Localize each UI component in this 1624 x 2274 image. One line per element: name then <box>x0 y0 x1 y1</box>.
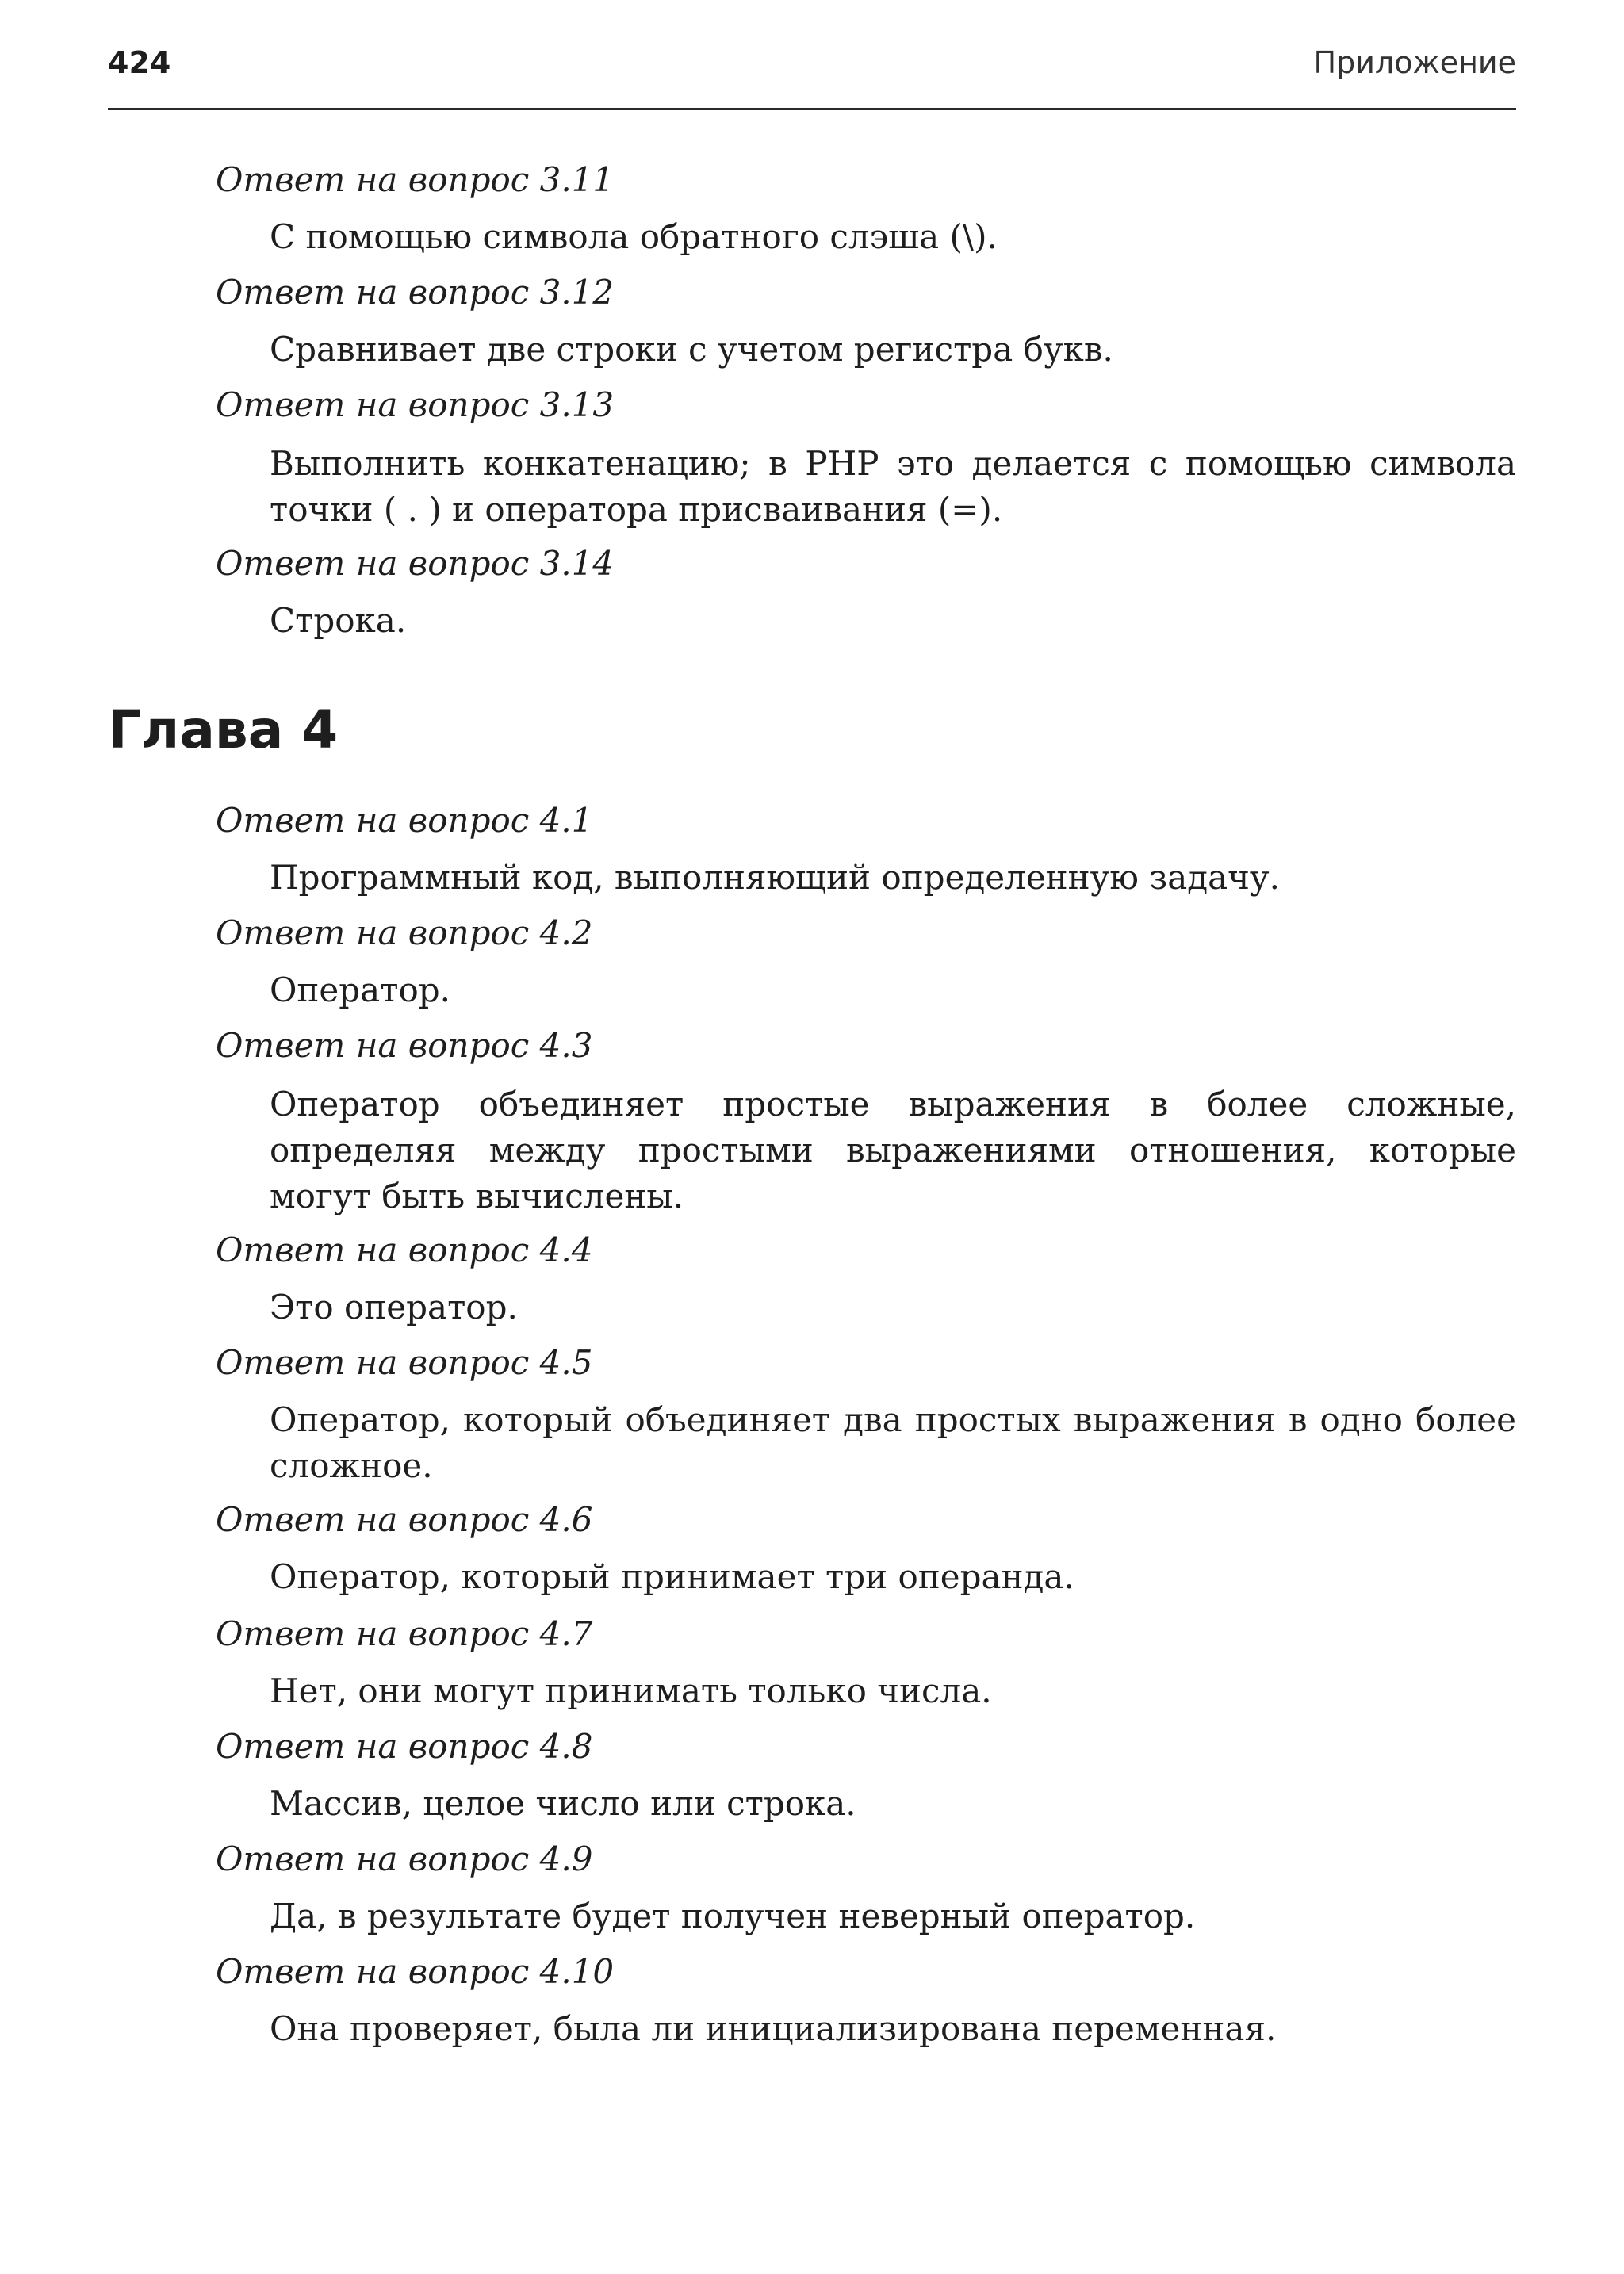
answer-text: Строка. <box>270 601 407 640</box>
answer-text: Программный код, выполняющий определенную задачу. <box>270 858 1280 897</box>
question-label: Ответ на вопрос 4.7 <box>216 1614 593 1653</box>
answer-text: Оператор объединяет простые выражения в более сложные, определяя между простыми выражениями отношения, которые могут быть вычислены. <box>270 1085 1516 1215</box>
question-label: Ответ на вопрос 4.9 <box>216 1839 593 1878</box>
answer-text: Да, в результате будет получен неверный оператор. <box>270 1897 1196 1935</box>
question-label: Ответ на вопрос 4.6 <box>216 1500 593 1539</box>
question-label: Ответ на вопрос 3.14 <box>216 544 615 583</box>
answer-text: С помощью символа обратного слэша (\). <box>270 217 998 256</box>
question-label: Ответ на вопрос 4.3 <box>216 1026 593 1065</box>
chapter-title: Глава 4 <box>108 699 339 760</box>
answer-text: Нет, они могут принимать только числа. <box>270 1671 992 1710</box>
answer-text: Это оператор. <box>270 1288 518 1326</box>
question-label: Ответ на вопрос 3.13 <box>216 385 615 424</box>
question-label: Ответ на вопрос 4.4 <box>216 1231 593 1269</box>
answer-text: Массив, целое число или строка. <box>270 1784 856 1823</box>
question-label: Ответ на вопрос 4.5 <box>216 1343 593 1382</box>
question-label: Ответ на вопрос 4.8 <box>216 1727 593 1766</box>
question-label: Ответ на вопрос 4.10 <box>216 1952 615 1991</box>
answer-text: Сравнивает две строки с учетом регистра букв. <box>270 330 1113 369</box>
question-label: Ответ на вопрос 3.12 <box>216 273 615 312</box>
page-header <box>108 44 1516 110</box>
answer-text: Оператор, который объединяет два простых выражения в одно более сложное. <box>270 1400 1516 1485</box>
question-label: Ответ на вопрос 4.1 <box>216 801 593 840</box>
answer-text: Оператор, который принимает три операнда. <box>270 1557 1074 1596</box>
question-label: Ответ на вопрос 3.11 <box>216 160 615 199</box>
question-label: Ответ на вопрос 4.2 <box>216 913 593 952</box>
running-head: Приложение <box>1313 45 1516 80</box>
answer-text: Оператор. <box>270 970 450 1009</box>
answer-text: Выполнить конкатенацию; в PHP это делается с помощью символа точки ( . ) и оператора присваивания (=). <box>270 444 1516 529</box>
page-number: 424 <box>108 45 171 80</box>
answer-text: Она проверяет, была ли инициализирована переменная. <box>270 2009 1277 2048</box>
